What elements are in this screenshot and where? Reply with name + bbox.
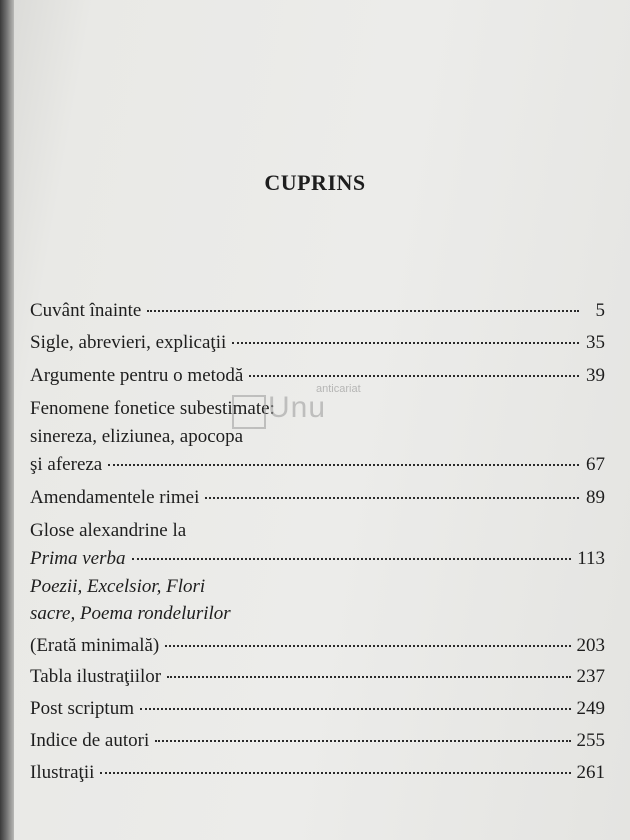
- dot-leader: [232, 342, 579, 344]
- dot-leader: [165, 645, 570, 647]
- toc-entry-page: 261: [576, 762, 605, 783]
- dot-leader: [167, 676, 570, 678]
- toc-entry-line: Poezii, Excelsior, Flori: [30, 576, 206, 597]
- toc-entry-title: Sigle, abrevieri, explicaţii: [30, 332, 227, 353]
- toc-entry: [30, 454, 605, 476]
- dot-leader: [205, 497, 579, 499]
- toc-entry-page: 35: [586, 332, 605, 353]
- toc-entry: [30, 487, 605, 509]
- toc-entry-title: Argumente pentru o metodă: [30, 365, 244, 386]
- toc-entry: [30, 666, 605, 688]
- toc-entry-page: 67: [586, 454, 605, 475]
- book-spine-edge: [0, 0, 14, 840]
- toc-entry-line: Fenomene fonetice subestimate:: [30, 398, 275, 419]
- toc-entry-title: şi afereza: [30, 454, 103, 475]
- toc-entry-page: 89: [586, 487, 605, 508]
- dot-leader: [249, 375, 579, 377]
- toc-entry-line: Glose alexandrine la: [30, 520, 187, 541]
- toc-entry-page: 255: [576, 730, 605, 751]
- toc-entry-page: 237: [576, 666, 605, 687]
- watermark-logo: [232, 383, 382, 453]
- watermark-square-icon: [232, 395, 266, 429]
- toc-entry-page: 39: [586, 365, 605, 386]
- toc-entry-line: sinereza, eliziunea, apocopa: [30, 426, 244, 447]
- toc-entry-title: Tabla ilustraţiilor: [30, 666, 162, 687]
- page-title: CUPRINS: [264, 170, 366, 195]
- dot-leader: [132, 558, 572, 560]
- toc-entry-title: Cuvânt înainte: [30, 300, 142, 321]
- toc-entry: [30, 730, 605, 752]
- dot-leader: [108, 464, 579, 466]
- watermark-large-text: Unu: [268, 391, 327, 424]
- toc-entry: [30, 698, 605, 720]
- toc-entry-title: (Erată minimală): [30, 635, 160, 656]
- toc-entry-page: 5: [595, 300, 605, 321]
- toc-entry-title: Ilustraţii: [30, 762, 95, 783]
- toc-entry-title: Post scriptum: [30, 698, 134, 719]
- toc-entry: [30, 332, 605, 354]
- dot-leader: [155, 740, 570, 742]
- toc-entry-title: Indice de autori: [30, 730, 150, 751]
- toc-entry-page: 203: [576, 635, 605, 656]
- toc-entry-line: sacre, Poema rondelurilor: [30, 603, 231, 624]
- toc-entry: [30, 635, 605, 657]
- toc-entry: [30, 548, 605, 570]
- toc-entry-title: Amendamentele rimei: [30, 487, 200, 508]
- toc-entry-title: Prima verba: [30, 548, 126, 569]
- dot-leader: [100, 772, 570, 774]
- toc-entry-page: 249: [576, 698, 605, 719]
- toc-entry: [30, 762, 605, 784]
- watermark-small-text: anticariat: [316, 383, 361, 395]
- toc-entry: [30, 300, 605, 322]
- toc-entry-page: 113: [577, 548, 605, 569]
- dot-leader: [140, 708, 571, 710]
- dot-leader: [147, 310, 579, 312]
